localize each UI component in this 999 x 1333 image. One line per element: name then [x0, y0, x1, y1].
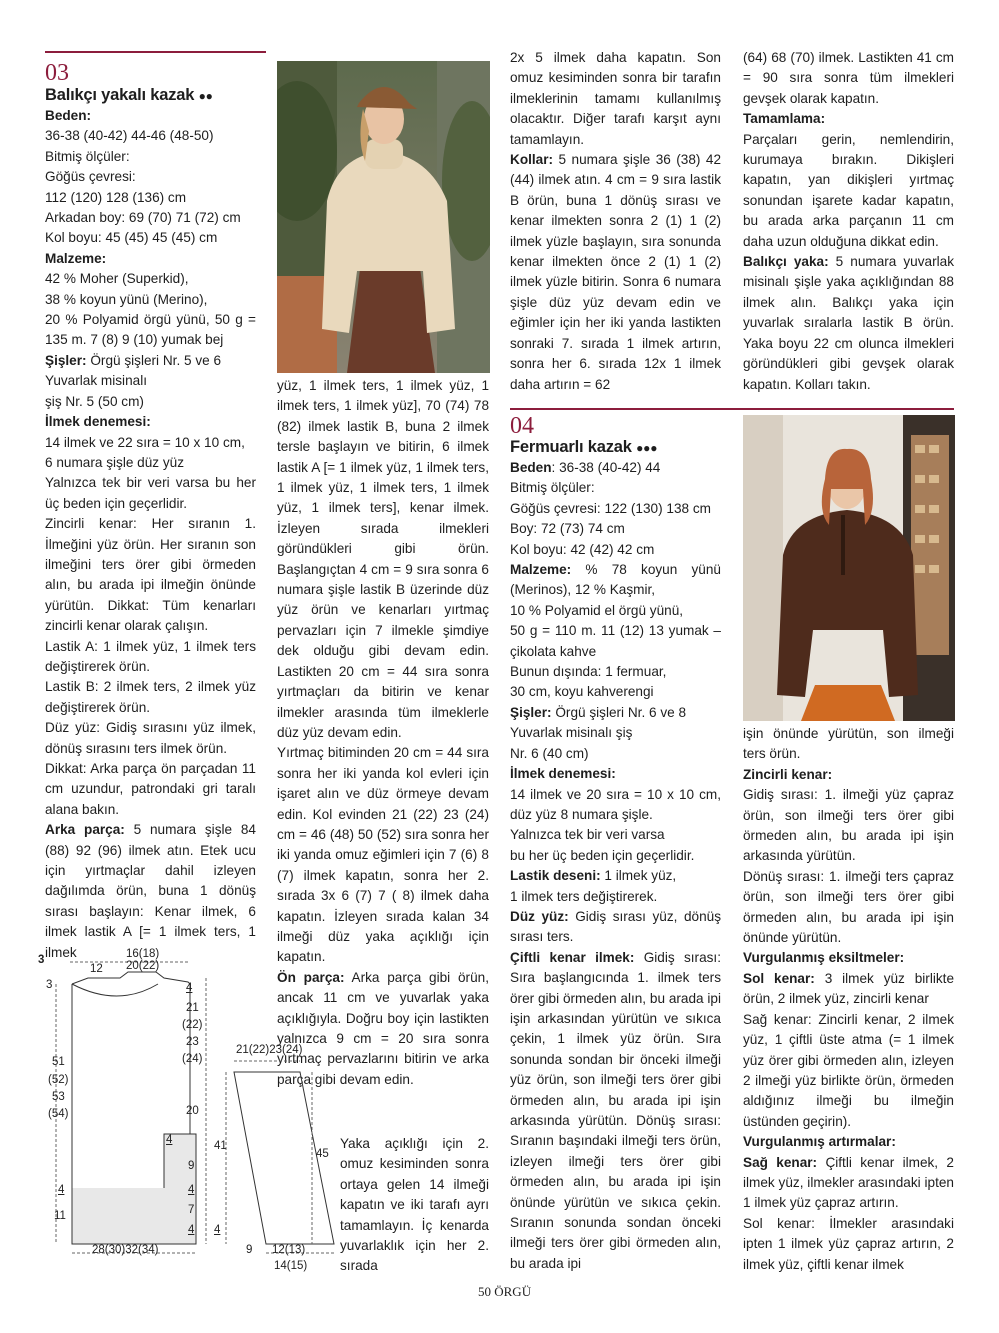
schematic-lines: [30, 948, 340, 1278]
label-left-54: (54): [48, 1108, 69, 1120]
material-04-line-3: 50 g = 110 m. 11 (12) 13 yumak – çikolata kahve: [510, 623, 721, 659]
difficulty-dots: ●●: [198, 89, 213, 103]
needles-line-2: Yuvarlak misinalı: [45, 373, 147, 389]
section-04-title: [510, 437, 657, 458]
attention-note: Dikkat: Arka parça ön parçadan 11 cm uzundur, patrondaki gri taralı alana bakın.: [45, 761, 256, 817]
rib-pattern-04-line-2: 1 ilmek ters değiştirerek.: [510, 888, 658, 904]
label-top-half: 16(18): [126, 948, 160, 960]
label-right-24: (24): [182, 1053, 203, 1065]
label-left-4: 4: [58, 1184, 65, 1196]
label-left-3: 3: [46, 979, 53, 991]
finished-size-label: Bitmiş ölçüler:: [45, 148, 130, 164]
sleeves: Kollar: 5 numara şişle 36 (38) 42 (44) ilmek atın. 4 cm = 9 sıra lastik B örün, buna 1 dönüş sırası ve kenar ilmekten sonra 2 (1) 1 (2) ilmek yüzle başlayın, sıra sonunda kenar ilmekten önce 2 (1) 1 (2) ilmek yüzle bitirin. Sonra 6 numara şişle düz yüz devam edin ve eğimler için her iki yanda lastikten sonraki 7. sırada 1 ilmek artırın, sonra her 6. sırada 12x 1 ilmek daha artırın = 62: [510, 152, 721, 392]
chain-edge-04-back: Dönüş sırası: 1. ilmeği ters çapraz örün, son ilmeği ters örer gibi örmeden alın, bu arada ipi işin önünde yürütün.: [743, 868, 954, 946]
increase-right: Sağ kenar: Çiftli kenar ilmek, 2 ilmek yüz, ilmekler arasındaki ipten 1 ilmek yüz çapraz artırın.: [743, 1154, 954, 1211]
finished-size-04: Bitmiş ölçüler:: [510, 480, 595, 496]
decrease-right: Sağ kenar: Zincirli kenar, 2 ilmek yüz, 1 çiftli üste atma (= 1 ilmek yüz örer gibi örmeden alın, izleyen 2 ilmeği yüz birlikte örün, örmeden aldığınız ilmeği bu ilmeğin üstünden geçirin).: [743, 1011, 954, 1129]
increase-label: Vurgulanmış artırmalar:: [743, 1134, 896, 1150]
chain-edge-04-label: Zincirli kenar:: [743, 766, 833, 782]
label-sleeve-4: 4: [214, 1224, 221, 1236]
back-length: Arkadan boy: 69 (70) 71 (72) cm: [45, 210, 241, 226]
chain-edge-04-forward: Gidiş sırası: 1. ilmeği yüz çapraz örün, son ilmeği ters örer gibi örmeden alın, bu arada ipi işin arkasında yürütün.: [743, 787, 954, 864]
size-04: Beden: 36-38 (40-42) 44: [510, 460, 661, 475]
material-line-1: 42 % Moher (Superkid),: [45, 271, 189, 287]
armhole: Yırtmaç bitiminden 20 cm = 44 sıra sonra her iki yanda kol evleri için işaret alın ve düz örmeye devam edin. Kol evinden 21 (22) 23 (24) cm = 46 (48) 50 (52) sıra sonra her iki yanda omuz eğimleri için 7 (6) 8 (7) ilmek kapatın, sonra her 2. sırada 3x 6 (7) 7 ( 8) ilmek daha kapatın. İzleyen sırada kalan 34 ilmeği düz yaka açıklığı için kapatın.: [277, 745, 489, 965]
section-04-rule: [510, 408, 954, 410]
needles-line-3: şiş Nr. 5 (50 cm): [45, 393, 144, 409]
label-right-4d: 4: [188, 1224, 195, 1236]
label-sleeve-45: 45: [316, 1148, 329, 1160]
sleeve-bindoff: (64) 68 (70) ilmek. Lastikten 41 cm = 90 sıra sonra tüm ilmekleri gevşek olarak kapatın.: [743, 50, 954, 106]
rib-pattern-04: Lastik deseni: 1 ilmek yüz,: [510, 868, 677, 884]
rib-b: Lastik B: 2 ilmek ters, 2 ilmek yüz değiştirerek örün.: [45, 679, 256, 715]
label-sleeve-41: 41: [214, 1140, 227, 1152]
figure-number: 3: [38, 954, 45, 966]
sleeve-04: Kol boyu: 42 (42) 42 cm: [510, 541, 655, 557]
label-sleeve-14: 14(15): [274, 1260, 308, 1272]
chest-label: Göğüs çevresi:: [45, 169, 136, 185]
label-left-11: 11: [54, 1210, 66, 1222]
decrease-left: Sol kenar: 3 ilmek yüz birlikte örün, 2 ilmek yüz, zincirli kenar: [743, 970, 955, 1007]
column-4-sec04: [743, 724, 954, 1275]
section-03-title: [45, 85, 213, 106]
section-03-rule: [45, 51, 266, 53]
shoulder-finish: 2x 5 ilmek daha kapatın. Son omuz kesiminden sonra bir tarafın ilmeklerinin tamamı kullanılmış olacaktır. Diğer tarafı karşıt aynı tamamlayın.: [510, 50, 721, 147]
neck-opening: Yaka açıklığı için 2. omuz kesiminden sonra ortaya gelen 14 ilmeği kapatın ve iki tarafı ayrı tamamlayın. İç kenarda yuvarlaklık için her 2. sırada: [340, 1136, 489, 1274]
finishing-text: Parçaları gerin, nemlendirin, kurumaya bırakın. Dikişleri kapatın, yan dikişleri yırtmaç sonundan işarete kadar kapatın, bu arada arka parçanın 11 cm daha uzun olduğuna dikkat edin.: [743, 131, 954, 249]
label-right-4a: 4: [186, 982, 193, 994]
decrease-label: Vurgulanmış eksiltmeler:: [743, 950, 905, 966]
front-piece: Ön parça: Arka parça gibi örün, ancak 11 cm ve yuvarlak yaka açıklığıyla. Doğru boy için lastikten yalnızca 9 cm = 20 sıra sonra yırtmaç pervazlarını bitirin ve arka parça gibi devam edin.: [277, 969, 489, 1087]
stockinette: Düz yüz: Gidiş sırasını yüz ilmek, dönüş sırasını ters ilmek örün.: [45, 720, 256, 756]
label-sleeve-top: 21(22)23(24): [236, 1044, 303, 1056]
column-3-sec04: [510, 458, 721, 1274]
stockinette-04: Düz yüz: Gidiş sırası yüz, dönüş sırası ters.: [510, 908, 721, 945]
label-right-21: 21: [186, 1002, 199, 1014]
size-label: Beden:: [45, 108, 92, 123]
label-right-9: 9: [188, 1160, 195, 1172]
zipper-04: 30 cm, koyu kahverengi: [510, 684, 654, 700]
back-piece-cont: yüz, 1 ilmek ters, 1 ilmek yüz, 1 ilmek ters, 1 ilmek yüz], 70 (74) 78 (82) ilmek lastik B, buna 2 ilmek tersle başlayın ve bitirin, 6 ilmek lastik A [= 1 ilmek yüz, 1 ilmek ters, 1 ilmek yüz, 1 ilmek ters, 1 ilmek yüz, 1 ilmek ters], kenar ilmek. İzleyen sırada ilmekleri göründükleri gibi örün. Başlangıçtan 4 cm = 9 sıra sonra 6 numara şişle lastik B üzerinde düz yüz örün ve kenarları yırtmaç pervazları için 7 ilmekle şimdiye dek olduğu gibi devam edin. Lastikten 20 cm = 44 sıra sonra yırtmaçları da bitirin ve kenar ilmekler arasında tüm ilmeklerle düz yüz devam edin.: [277, 378, 489, 740]
label-right-23: 23: [186, 1036, 199, 1048]
material-04-line-2: 10 % Polyamid el örgü yünü,: [510, 602, 684, 618]
material-line-2: 38 % koyun yünü (Merino),: [45, 291, 208, 307]
label-sleeve-12: 12(13): [272, 1244, 306, 1256]
single-value-note: Yalnızca tek bir veri varsa bu her üç beden için geçerlidir.: [45, 475, 256, 511]
needles: Şişler: Örgü şişleri Nr. 5 ve 6: [45, 352, 222, 368]
label-right-7: 7: [188, 1204, 195, 1216]
rib-a: Lastik A: 1 ilmek yüz, 1 ilmek ters değiştirerek örün.: [45, 638, 256, 674]
increase-left: Sol kenar: İlmekler arasındaki ipten 1 ilmek yüz çapraz artırın, 2 ilmek yüz, çiftli kenar ilmek: [743, 1215, 954, 1272]
needles-04: Şişler: Örgü şişleri Nr. 6 ve 8: [510, 704, 687, 720]
section-03-title-text: Balıkçı yakalı kazak: [45, 86, 195, 104]
label-left-52: (52): [48, 1074, 69, 1086]
column-3-top: [510, 48, 721, 395]
gauge-line-1: 14 ilmek ve 22 sıra = 10 x 10 cm,: [45, 434, 245, 450]
back-piece: Arka parça: 5 numara şişle 84 (88) 92 (96) ilmek atın. Etek ucu için yırtmaçlar dahil izleyen dağılımda örün, buna 1 dönüş sırası başlayın: Kenar ilmek, 6 ilmek lastik A [= 1 ilmek ters, 1 ilmek: [45, 822, 256, 960]
single-note-04: Yalnızca tek bir veri varsa: [510, 827, 665, 843]
double-edge-04: Çiftli kenar ilmek: Gidiş sırası: Sıra başlangıcında 1. ilmek ters örer gibi örmeden alın, bu arada ipi işin arkasından yürütün ve sıkıca çekin, 1 ilmek yüz örün. Sıra sonunda sondan bir önceki ilmeği yüz örün, son ilmeği ters örer gibi örmeden alın, bu arada ipi işin arkasında yürütün. Dönüş sırası: Sıranın başındaki ilmeği ters örün, izleyen ilmeği ters örer gibi örmeden alın, bu arada ipi işin önünde yürütün ve sıkıca çekin. Sıranın sonunda sondan önceki ilmeği ters örer gibi örmeden alın, bu arada ipi: [510, 949, 721, 1271]
chest-04: Göğüs çevresi: 122 (130) 138 cm: [510, 500, 711, 516]
photo-zip-sweater: [743, 415, 955, 721]
photo-turtleneck-image: [277, 61, 490, 373]
label-right-22: (22): [182, 1019, 203, 1031]
column-2-neck: [340, 1134, 489, 1277]
difficulty-dots-04: ●●●: [636, 441, 658, 455]
section-04-number: 04: [510, 413, 534, 439]
length-04: Boy: 72 (73) 74 cm: [510, 521, 625, 537]
needles-04-line-2: Yuvarlak misinalı şiş: [510, 725, 633, 741]
column-1: [45, 106, 256, 963]
section-03-number: 03: [45, 60, 69, 86]
label-right-4c: 4: [188, 1184, 195, 1196]
section-04-title-text: Fermuarlı kazak: [510, 438, 632, 456]
label-right-20: 20: [186, 1105, 199, 1117]
chest-values: 112 (120) 128 (136) cm: [45, 189, 187, 205]
label-left-51: 51: [52, 1056, 65, 1068]
material-04: Malzeme: % 78 koyun yünü (Merinos), 12 % Kaşmir,: [510, 562, 721, 598]
chain-edge: Zincirli kenar: Her sıranın 1. İlmeğini yüz örün. Her sıranın son ilmeğini ters örer gibi örmeden alın, bu arada ipi ilmeğin önünde yürütün. Dikkat: Tüm kenarları zincirli kenar olarak çalışın.: [45, 516, 256, 634]
column-4-top: [743, 48, 954, 395]
finishing-label: Tamamlama:: [743, 111, 826, 127]
label-top-half-2: 20(22): [126, 960, 160, 972]
gauge-label: İlmek denemesi:: [45, 414, 151, 430]
label-bottom-width: 28(30)32(34): [92, 1244, 159, 1256]
label-neck-width: 12: [90, 963, 103, 975]
gauge-line-2: 6 numara şişle düz yüz: [45, 454, 185, 470]
label-right-4b: 4: [166, 1134, 173, 1146]
photo-turtleneck-sweater: [277, 61, 490, 373]
page-footer: 50 ÖRGÜ: [478, 1284, 532, 1299]
double-edge-cont: işin önünde yürütün, son ilmeği ters örün.: [743, 726, 954, 762]
sleeve-length: Kol boyu: 45 (45) 45 (45) cm: [45, 230, 218, 246]
gauge-04-label: İlmek denemesi:: [510, 766, 616, 782]
gauge-04: 14 ilmek ve 20 sıra = 10 x 10 cm, düz yüz 8 numara şişle.: [510, 786, 721, 822]
single-note-04-line-2: bu her üç beden için geçerlidir.: [510, 847, 695, 863]
photo-zip-sweater-image: [743, 415, 955, 721]
turtleneck-collar: Balıkçı yaka: 5 numara yuvarlak misinalı şişle yaka açıklığından 88 ilmek alın. Balıkçı yaka için yuvarlak sıralarla lastik B örün. Yaka boyu 22 cm olunca ilmekleri göründükleri gibi gevşek olarak kapatın. Kolları takın.: [743, 254, 955, 392]
needles-04-line-3: Nr. 6 (40 cm): [510, 745, 589, 761]
material-label: Malzeme:: [45, 250, 107, 266]
label-left-53: 53: [52, 1091, 65, 1103]
label-sleeve-9: 9: [246, 1244, 253, 1256]
schematic-diagram: [30, 948, 340, 1278]
material-line-3: 20 % Polyamid örgü yünü, 50 g = 135 m. 7 (8) 9 (10) yumak bej: [45, 312, 256, 348]
size-values: 36-38 (40-42) 44-46 (48-50): [45, 128, 214, 144]
extras-04: Bunun dışında: 1 fermuar,: [510, 664, 667, 680]
